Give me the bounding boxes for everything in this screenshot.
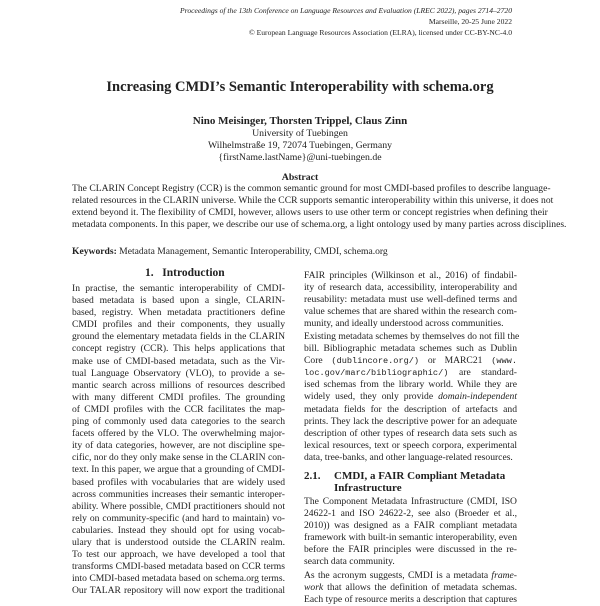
text-line: rely on community-specific (and hard to maintain) vo-	[72, 512, 285, 524]
text-segment: As the acronym suggests, CMDI is a metadata	[304, 570, 492, 581]
text-segment: bill. Bibliographic metadata schemes such as Dublin	[304, 343, 517, 355]
text-line: To test our approach, we have developed a tool that	[72, 549, 285, 561]
text-line: tual Language Observatory (VLO), to provide a se-	[72, 367, 285, 379]
text-line: across communities increases their semantic interoper-	[72, 488, 285, 500]
text-segment: metadata fields for the description of artefacts and	[304, 403, 517, 415]
text-segment: widely used, they only provide	[304, 391, 439, 403]
text-line: cific, nor do they only make sense in the CLARIN con-	[72, 452, 285, 464]
text-line: munity, and ideally understood across communities.	[304, 318, 504, 330]
author-names: Nino Meisinger, Thorsten Trippel, Claus Zinn	[192, 115, 408, 127]
text-segment: ised schemas from the library world. While they are	[304, 379, 517, 391]
text-segment: work	[304, 582, 324, 594]
text-segment: that allows the definition of metadata schemas.	[323, 582, 517, 594]
text-line	[304, 452, 517, 464]
cmdi-paragraph	[304, 496, 517, 569]
text-segment: description of other types of research data sets such as	[304, 427, 517, 439]
section-heading-introduction	[145, 267, 225, 279]
url-text: (www.	[491, 356, 517, 367]
text-line: ground the elementary metadata fields in the CLARIN	[72, 331, 285, 343]
text-line: search data community.	[304, 556, 395, 568]
keywords	[72, 246, 388, 257]
fair-paragraph	[304, 270, 517, 330]
section-title: Introduction	[162, 267, 225, 279]
text-line: concept registry (CCR). This helps applications that	[72, 343, 285, 355]
text-line: The CLARIN Concept Registry (CCR) is the common semantic ground for most CMDI-based profiles to describe language-	[72, 183, 551, 194]
abstract-heading: Abstract	[281, 172, 319, 183]
section-number: 1.	[145, 267, 154, 279]
text-segment: data, tree-banks, and other language-related resources.	[304, 451, 513, 463]
text-segment: or MARC21	[419, 355, 492, 367]
text-line: transforms CMDI-based metadata based on CCR terms	[72, 561, 285, 573]
text-line	[304, 582, 517, 594]
text-line: facets offered by the VLO. The overwhelming major-	[72, 428, 285, 440]
affiliation: University of Tuebingen	[252, 128, 348, 139]
subsection-number: 2.1.	[304, 470, 321, 482]
url-text: (dublincore.org/)	[331, 356, 420, 367]
text-line: before the FAIR principles were discussed in the re-	[304, 544, 517, 556]
text-line	[304, 404, 517, 416]
introduction-body	[72, 283, 285, 597]
text-segment: frame-	[491, 570, 517, 581]
subsection-title-line2: Infrastructure	[334, 482, 402, 494]
text-line	[304, 355, 517, 367]
text-line	[304, 391, 517, 403]
text-line: text. In this paper, we argue that a grounding of CMDI-	[72, 464, 285, 476]
subsection-title-line1: CMDI, a FAIR Compliant Metadata	[334, 470, 506, 482]
text-line: into CMDI-based metadata based on schema.org terms.	[72, 573, 285, 585]
address: Wilhelmstraße 19, 72074 Tuebingen, Germany	[207, 140, 393, 151]
text-line	[304, 416, 517, 428]
text-line: The Component Metadata Infrastructure (CMDI, ISO	[304, 496, 517, 507]
text-line: cabularies. Instead they should opt for using vocab-	[72, 524, 285, 536]
proceedings-header: Proceedings of the 13th Conference on Language Resources and Evaluation (LREC 2022), pages 2714–2720	[180, 6, 512, 15]
text-line: of CMDI profiles with the CCR facilitates the map-	[72, 403, 285, 415]
text-line: ity of data categories, however, are not discipline spe-	[72, 440, 285, 452]
text-line: ping of commonly used data categories to the search	[72, 416, 285, 428]
text-line: reusability: metadata must use well-defined terms and	[304, 294, 517, 306]
text-line: based, registry. When metadata practitioners define	[72, 307, 285, 319]
text-line	[304, 440, 517, 452]
abstract-body	[72, 183, 567, 231]
text-line: extend beyond it. The flexibility of CMDI, however, allows users to use other term or concept registries when defining their	[72, 207, 548, 219]
text-line: In practise, the semantic interoperability of CMDI-	[72, 283, 285, 294]
text-line: metadata components. In this paper, we describe our use of schema.org, a light ontology used by many parties across disciplines.	[72, 219, 567, 231]
text-line	[304, 379, 517, 391]
venue-date: Marseille, 20-25 June 2022	[428, 17, 512, 26]
text-line: ability. Where possible, CMDI practitioners should not	[72, 500, 285, 512]
subsection-heading-cmdi	[304, 470, 524, 494]
text-line	[304, 594, 517, 606]
keywords-text: Metadata Management, Semantic Interoperability, CMDI, schema.org	[119, 246, 388, 257]
text-line: value schemes that are shared within the research com-	[304, 306, 517, 318]
text-line: based profiles with vocabularies that are widely used	[72, 476, 285, 488]
acronym-paragraph	[304, 570, 517, 606]
text-line	[304, 331, 520, 343]
email: {firstName.lastName}@uni-tuebingen.de	[218, 152, 382, 163]
text-line	[304, 367, 517, 379]
text-segment: lexical resources, text or speech corpora, experimental	[304, 439, 517, 451]
keywords-label: Keywords:	[72, 246, 117, 257]
paper-title: Increasing CMDI’s Semantic Interoperability with schema.org	[106, 79, 494, 95]
text-line: ulary that is understood outside the CLARIN realm.	[72, 536, 285, 548]
text-line: Our TALAR repository will now export the traditional	[72, 585, 285, 597]
text-line	[304, 570, 517, 582]
existing-schemes-paragraph	[304, 331, 520, 464]
text-segment: are standard-	[448, 367, 517, 379]
text-line: ity of research data, accessibility, interoperability and	[304, 282, 517, 294]
text-line: based metadata is based upon a single, CLARIN-	[72, 295, 285, 307]
text-segment: Core	[304, 355, 332, 367]
text-line: framework with built-in semantic interoperability, even	[304, 532, 517, 544]
text-line	[304, 343, 517, 355]
text-line: 24622-1 and ISO 24622-2, see also (Broeder et al.,	[304, 508, 517, 520]
url-text: loc.gov/marc/bibliographic/)	[304, 368, 449, 379]
text-segment: Each type of resource merits a description that captures	[304, 594, 517, 606]
text-segment: prints. They lack the descriptive power for an adequate	[304, 415, 517, 427]
text-line	[304, 428, 517, 440]
text-segment: Existing metadata schemes by themselves do not fill the	[304, 331, 520, 342]
copyright-notice: © European Language Resources Association (ELRA), licensed under CC-BY-NC-4.0	[248, 28, 512, 37]
text-line: FAIR principles (Wilkinson et al., 2016) of findabil-	[304, 270, 517, 281]
text-line: 2010)) was designed as a FAIR compliant metadata	[304, 520, 517, 532]
text-line: mantic search across millions of resources described	[72, 379, 285, 391]
text-segment: domain-independent	[438, 391, 517, 403]
text-line: make use of CMDI-based metadata, such as the Vir-	[72, 355, 285, 367]
text-line: with many different CMDI profiles. The grounding	[72, 391, 285, 403]
text-line: related resources in the CLARIN universe. While the CCR supports semantic interoperability within this universe, it does not	[72, 195, 554, 207]
text-line: CMDI profiles and their components, they usually	[72, 319, 285, 331]
